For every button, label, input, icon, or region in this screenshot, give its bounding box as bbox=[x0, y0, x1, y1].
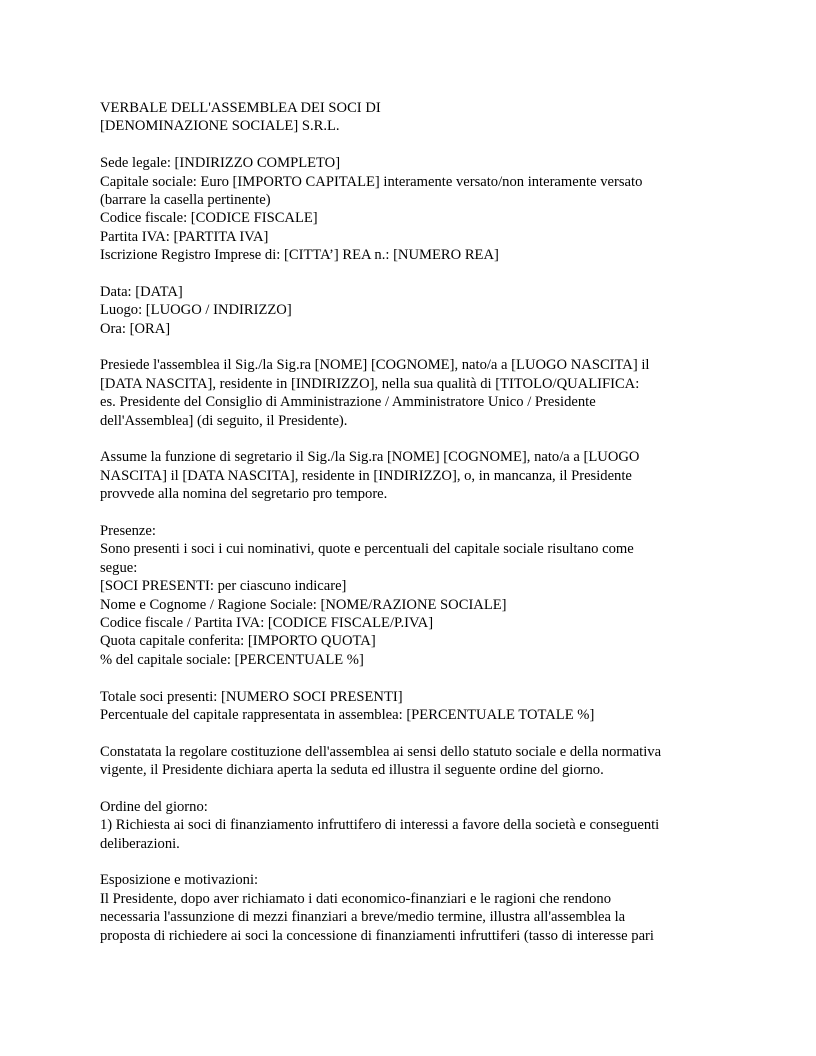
text-line: NASCITA] il [DATA NASCITA], residente in [INDIRIZZO], o, in mancanza, il Presidente bbox=[100, 467, 632, 484]
agenda-heading: Ordine del giorno: bbox=[100, 798, 208, 815]
meeting-place-line: Luogo: [LUOGO / INDIRIZZO] bbox=[100, 302, 292, 319]
secretary-paragraph bbox=[100, 448, 718, 503]
text-line: necessaria l'assunzione di mezzi finanziari a breve/medio termine, illustra all'assemblea la bbox=[100, 909, 626, 926]
text-line: dell'Assemblea] (di seguito, il Presidente). bbox=[100, 412, 348, 429]
meeting-time-line: Ora: [ORA] bbox=[100, 320, 171, 337]
paragraph-gap bbox=[100, 853, 718, 871]
agenda-item-continuation: deliberazioni. bbox=[100, 835, 180, 852]
meeting-date-line: Data: [DATA] bbox=[100, 283, 183, 300]
text-line: Sono presenti i soci i cui nominativi, quote e percentuali del capitale sociale risultano come bbox=[100, 541, 634, 558]
share-capital-line: Capitale sociale: Euro [IMPORTO CAPITALE] interamente versato/non interamente versato bbox=[100, 173, 643, 190]
attendance-section bbox=[100, 522, 718, 669]
company-info-section bbox=[100, 154, 718, 264]
text-line: [SOCI PRESENTI: per ciascuno indicare] bbox=[100, 578, 347, 595]
company-name-title: [DENOMINAZIONE SOCIALE] S.R.L. bbox=[100, 118, 340, 135]
text-line: Percentuale del capitale rappresentata in assemblea: [PERCENTUALE TOTALE %] bbox=[100, 706, 595, 723]
text-line: Codice fiscale / Partita IVA: [CODICE FISCALE/P.IVA] bbox=[100, 614, 434, 631]
paragraph-gap bbox=[100, 430, 718, 448]
exposition-section bbox=[100, 871, 718, 945]
business-register-line: Iscrizione Registro Imprese di: [CITTA’] REA n.: [NUMERO REA] bbox=[100, 247, 499, 264]
text-line: Quota capitale conferita: [IMPORTO QUOTA] bbox=[100, 633, 376, 650]
chairman-paragraph bbox=[100, 356, 718, 430]
text-line: Totale soci presenti: [NUMERO SOCI PRESENTI] bbox=[100, 688, 403, 705]
text-line: vigente, il Presidente dichiara aperta la seduta ed illustra il seguente ordine del giorno. bbox=[100, 762, 604, 779]
agenda-section bbox=[100, 798, 718, 853]
document-title: VERBALE DELL'ASSEMBLEA DEI SOCI DI bbox=[100, 100, 381, 116]
totals-section bbox=[100, 688, 718, 725]
paragraph-gap bbox=[100, 504, 718, 522]
paragraph-gap bbox=[100, 136, 718, 154]
paragraph-gap bbox=[100, 669, 718, 687]
document-body bbox=[100, 99, 718, 945]
text-line: Il Presidente, dopo aver richiamato i dati economico-finanziari e le ragioni che rendono bbox=[100, 890, 611, 907]
paragraph-gap bbox=[100, 779, 718, 797]
text-line: Assume la funzione di segretario il Sig./la Sig.ra [NOME] [COGNOME], nato/a a [LUOGO bbox=[100, 449, 640, 466]
text-line: Nome e Cognome / Ragione Sociale: [NOME/RAZIONE SOCIALE] bbox=[100, 596, 507, 613]
exposition-heading: Esposizione e motivazioni: bbox=[100, 872, 259, 889]
text-line: Constatata la regolare costituzione dell'assemblea ai sensi dello statuto sociale e della normativa bbox=[100, 743, 662, 760]
text-line: Presiede l'assemblea il Sig./la Sig.ra [NOME] [COGNOME], nato/a a [LUOGO NASCITA] il bbox=[100, 357, 650, 374]
share-capital-note-line: (barrare la casella pertinente) bbox=[100, 191, 271, 208]
text-line: proposta di richiedere ai soci la concessione di finanziamenti infruttiferi (tasso di interesse pari bbox=[100, 927, 654, 944]
text-line: provvede alla nomina del segretario pro tempore. bbox=[100, 486, 388, 503]
attendance-heading: Presenze: bbox=[100, 522, 156, 539]
paragraph-gap bbox=[100, 724, 718, 742]
paragraph-gap bbox=[100, 265, 718, 283]
text-line: es. Presidente del Consiglio di Amministrazione / Amministratore Unico / Presidente bbox=[100, 394, 596, 411]
constitution-paragraph bbox=[100, 743, 718, 780]
agenda-item: 1) Richiesta ai soci di finanziamento infruttifero di interessi a favore della società e conseguenti bbox=[100, 817, 660, 834]
registered-office-line: Sede legale: [INDIRIZZO COMPLETO] bbox=[100, 155, 341, 172]
paragraph-gap bbox=[100, 338, 718, 356]
tax-code-line: Codice fiscale: [CODICE FISCALE] bbox=[100, 210, 318, 227]
meeting-info-section bbox=[100, 283, 718, 338]
vat-number-line: Partita IVA: [PARTITA IVA] bbox=[100, 228, 269, 245]
text-line: segue: bbox=[100, 559, 138, 576]
text-line: [DATA NASCITA], residente in [INDIRIZZO], nella sua qualità di [TITOLO/QUALIFICA: bbox=[100, 375, 640, 392]
text-line: % del capitale sociale: [PERCENTUALE %] bbox=[100, 651, 364, 668]
